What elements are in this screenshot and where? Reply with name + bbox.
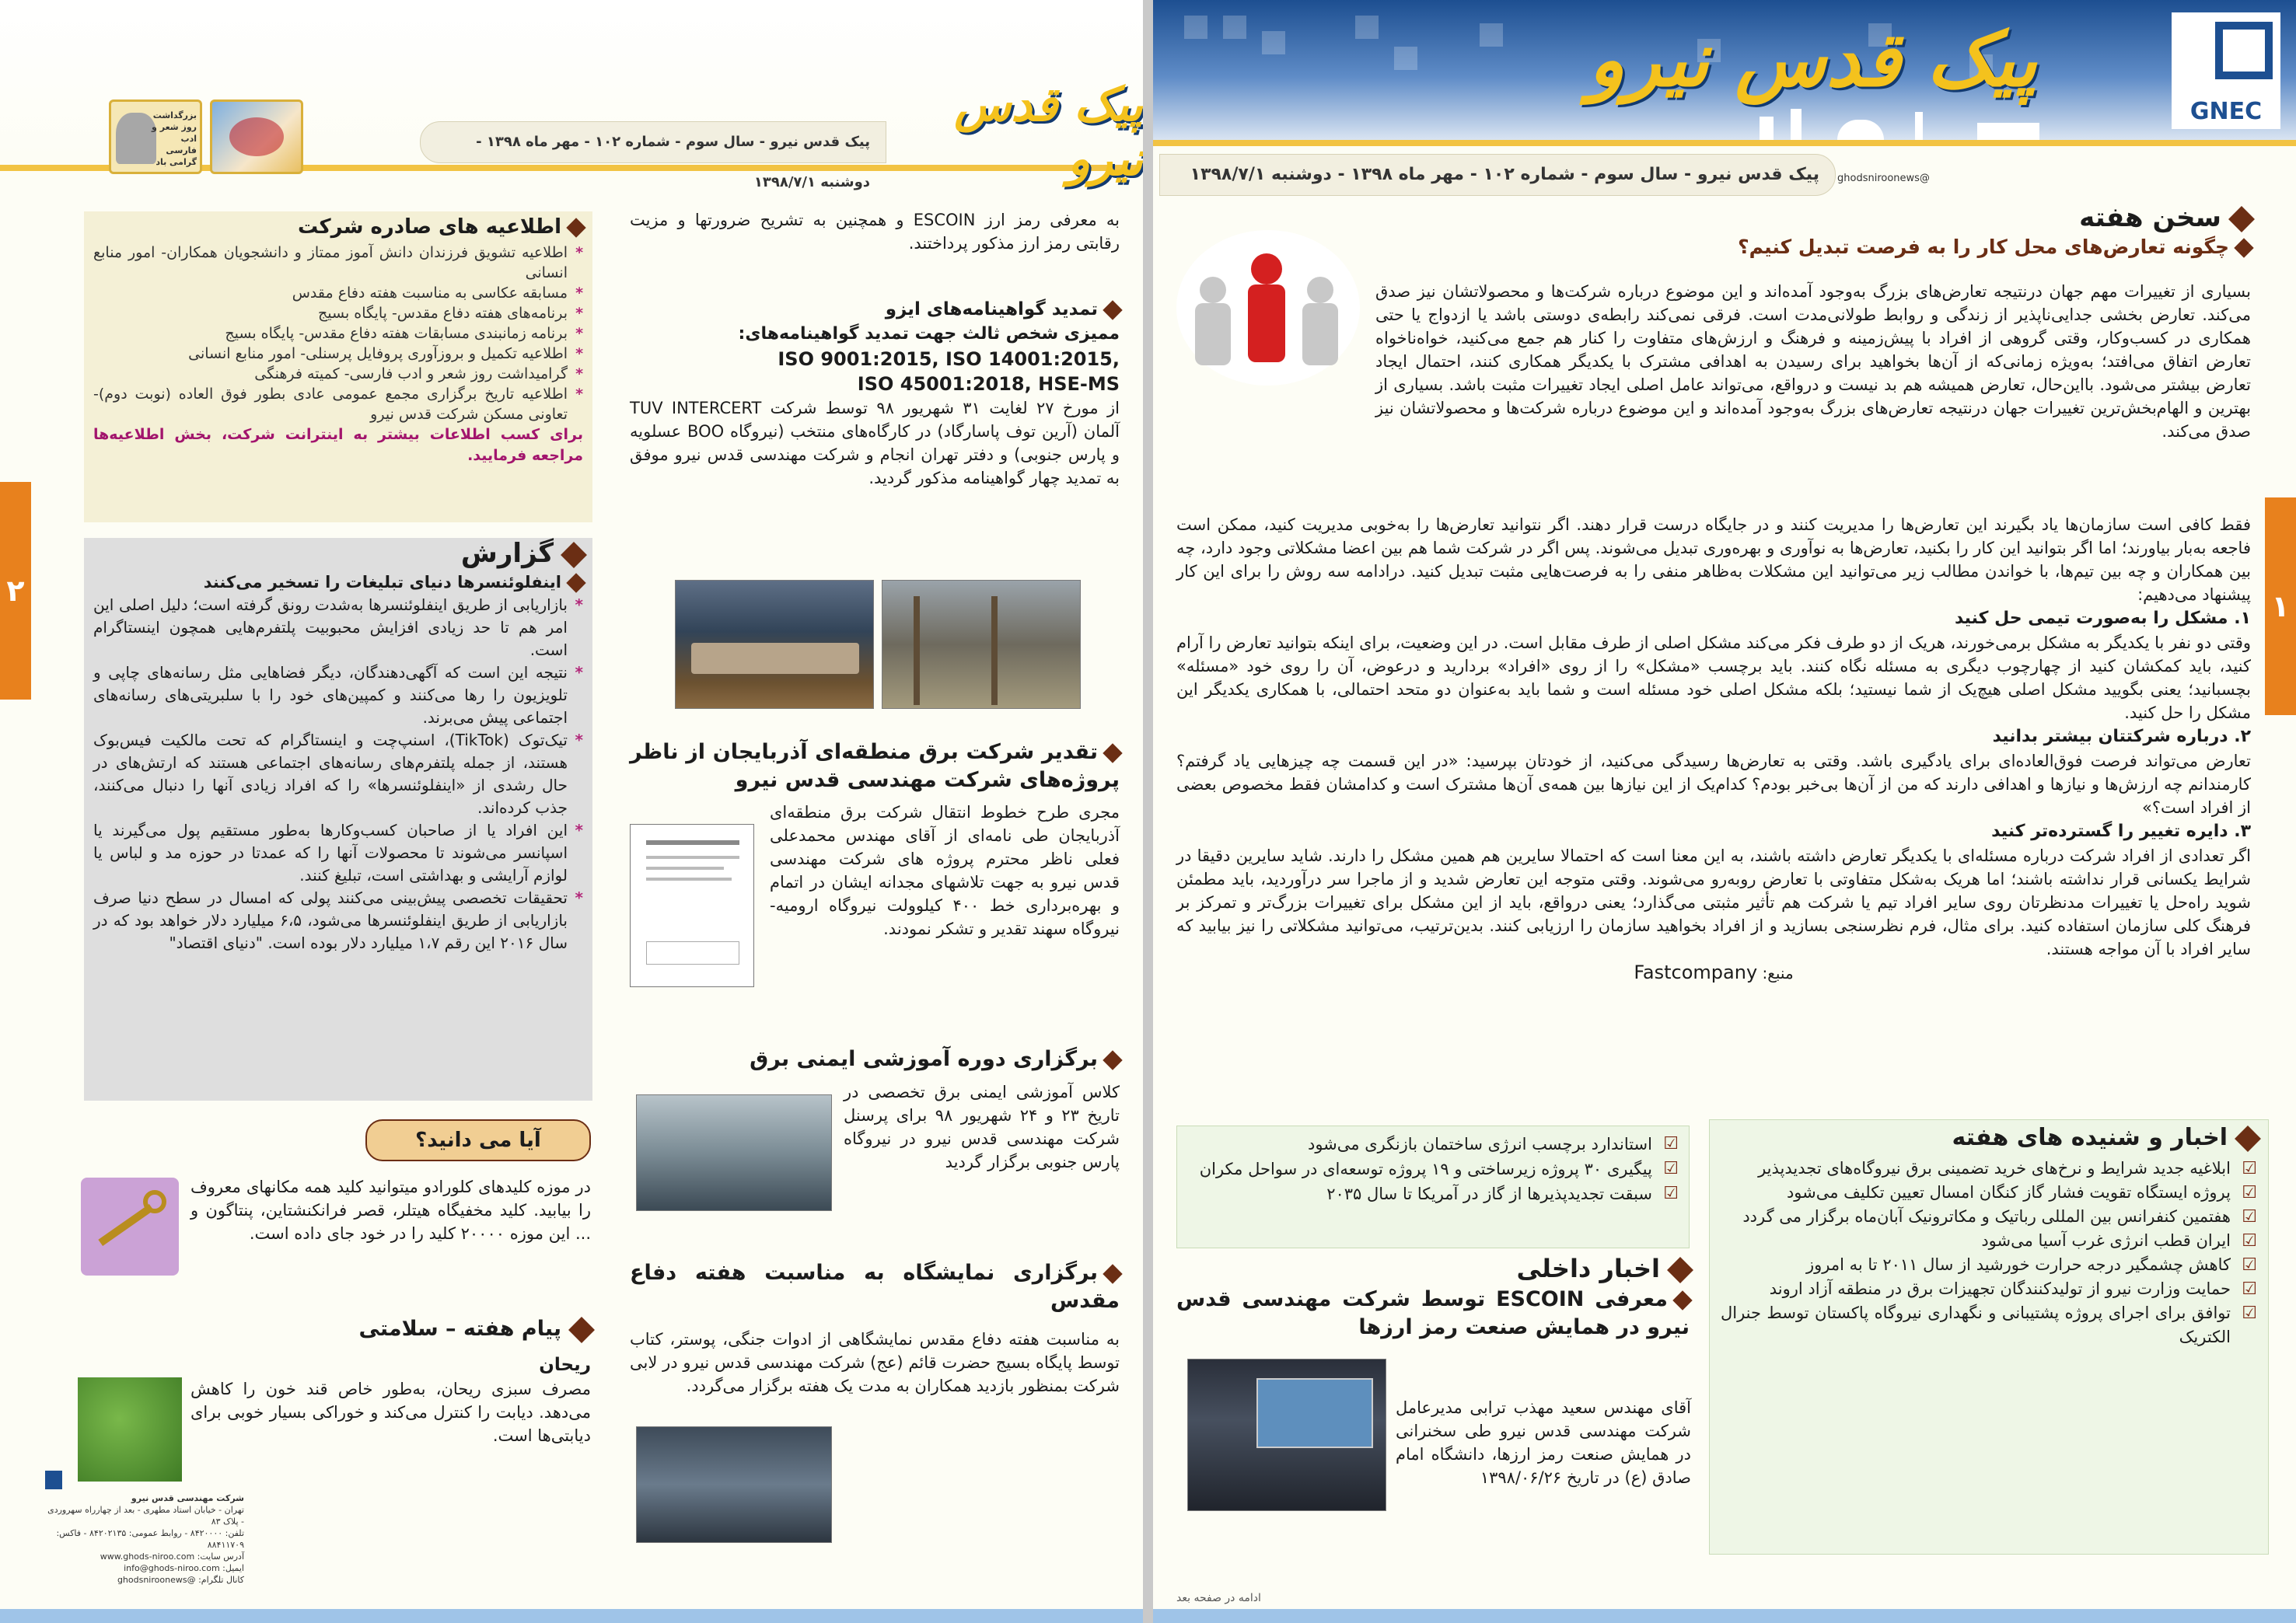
news-item[interactable]: ☑ استاندارد برچسب انرژی ساختمان بازنگری می‌شود	[1187, 1132, 1679, 1157]
footer-address: تهران - خیابان استاد مطهری - بعد از چهارراه سهروردی - پلاک ۸۳	[47, 1505, 244, 1527]
diamond-bullet-icon	[2235, 1126, 2261, 1152]
iso-text: از مورخ ۲۷ لغایت ۳۱ شهریور ۹۸ توسط شرکت TUV INTERCERT آلمان (آرین توف پاسارگاد) در کارگاه‌های منتخب (نیروگاه BOO عسلویه و پارس جنوبی) و دفتر تهران انجام و شرکت مهندسی قدس نیرو موفق به تمدید چهار گواهینامه مذکور گردید.	[630, 399, 1120, 487]
news-item[interactable]: ☑ حمایت وزارت نیرو از تولیدکنندگان تجهیزات برق در منطقه آزاد اروند	[1721, 1277, 2257, 1301]
safety-class-photo	[636, 1094, 832, 1211]
announcement-item[interactable]: * مسابقه عکاسی به مناسبت هفته دفاع مقدس	[93, 283, 583, 303]
diamond-bullet-icon	[1103, 1264, 1122, 1283]
diamond-bullet-icon	[1667, 1257, 1693, 1283]
footer-channel-label: کانال تلگرام:	[198, 1575, 244, 1585]
diamond-bullet-icon	[2234, 238, 2253, 257]
page-2	[0, 0, 1143, 1623]
page-spine	[1143, 0, 1153, 1623]
announcement-item[interactable]: * اطلاعیه تکمیل و بروزآوری پروفایل پرسنلی- امور منابع انسانی	[93, 344, 583, 364]
announcement-item[interactable]: * اطلاعیه تاریخ برگزاری مجمع عمومی عادی بطور فوق العاده (نوبت دوم)- تعاونی مسکن شرکت قدس نیرو	[93, 384, 583, 424]
page-number-tab-1: ۱	[2265, 497, 2296, 715]
editorial-p1-top	[1375, 280, 2251, 443]
diamond-bullet-icon	[1103, 300, 1122, 319]
news-item[interactable]: ☑ سبقت تجدیدپذیرها از گاز در آمریکا تا سال ۲۰۳۵	[1187, 1181, 1679, 1206]
badge-poetry-day	[109, 99, 202, 174]
expo-title: برگزاری نمایشگاه به مناسبت هفته دفاع مقدس	[630, 1261, 1120, 1313]
editorial-p2: فقط کافی است سازمان‌ها یاد بگیرند این تعارض‌ها را مدیریت کنند و در جایگاه درست قرار دهند. اگر نتوانید تعارض‌ها را به‌خوبی مدیریت کنید، ممکن است فاجعه به‌بار بیاورند؛ اما اگر بتوانید این کار را بکنید، تعارض‌ها به نوآوری و بهره‌وری تبدیل می‌شوند. پس اگر در شرکت شما هم بین اعضا مشکلاتی وجود دارد، چه بین همکاران و چه بین تیم‌ها، با خواندن مطالب زیر می‌توانید این مشکلات به‌ظاهر منفی را به فرصت‌هایی مثبت تبدیل کنید. درادامه سه روش را برای این کار پیشنهاد می‌دهیم:	[1176, 515, 2251, 604]
diamond-bullet-icon	[1103, 743, 1122, 763]
diamond-bullet-icon	[566, 218, 585, 237]
health-text: مصرف سبزی ریحان، به‌طور خاص قند خون را کاهش می‌دهد. دیابت را کنترل می‌کند و خوراکی بسیار خوبی برای دیابتی‌ها است.	[190, 1380, 591, 1445]
continue-note[interactable]: ادامه در صفحه بعد	[1176, 1592, 1261, 1604]
announcement-item[interactable]: * برنامه‌های هفته دفاع مقدس- پایگاه بسیج	[93, 303, 583, 323]
health-section	[190, 1315, 591, 1447]
footer-email-label: ایمیل:	[222, 1563, 244, 1573]
safety-section	[630, 1045, 1120, 1073]
report-item: * نتیجه این است که آگهی‌دهندگان، دیگر فضاهایی مثل رسانه‌های چاپی و تلویزیون را رها می‌کنند و کمپین‌های خود را با سلبریتی‌های رسانه‌های اجتماعی پیش می‌برند.	[93, 661, 583, 729]
gnec-logo	[2172, 12, 2280, 129]
iso-codes-1: ISO 9001:2015, ISO 14001:2015,	[778, 348, 1120, 370]
news-item[interactable]: ☑ ابلاغیه جدید شرایط و نرخ‌های خرید تضمینی برق نیروگاه‌های تجدیدپذیر	[1721, 1157, 2257, 1181]
domestic-title: معرفی ESCOIN توسط شرکت مهندسی قدس نیرو در همایش صنعت رمز ارزها	[1176, 1287, 1690, 1339]
industry-silhouette-icon	[1744, 109, 2133, 140]
expo-text: به مناسبت هفته دفاع مقدس نمایشگاهی از ادوات جنگی، پوستر، کتاب توسط پایگاه بسیج حضرت قائم (عج) شرکت مهندسی قدس نیرو در لابی شرکت بمنظور بازدید همکاران به مدت یک هفته برگزار می‌گردد.	[630, 1330, 1120, 1395]
iso-site-photo	[882, 580, 1081, 709]
health-title: ریحان	[539, 1355, 591, 1375]
masthead-logo-p2: پیک قدس نیرو	[954, 78, 1143, 187]
news-item[interactable]: ☑ پروژه ایستگاه تقویت فشار گاز کنگان امسال تعیین تکلیف می‌شود	[1721, 1181, 2257, 1205]
azer-title: تقدیر شرکت برق منطقه‌ای آذربایجان از ناظر پروژه‌های شرکت مهندسی قدس نیرو	[630, 740, 1120, 792]
editorial-s2p: تعارض می‌تواند فرصت فوق‌العاده‌ای برای یادگیری باشد. وقتی به تعارض‌ها رسیدگی می‌کنید، از خودتان بپرسید: «در این قسمت چه چیزهایی یاد گرفتم؟ کارمندانم چه ارزش‌ها و نیازها و اهدافی دارند که من از آن‌ها بی‌خبر بودم؟ کدام‌یک از این نیازها بین همه‌ی آن‌ها مشترک است و کدامشان فقط مخصوص بعضی از افراد است؟»	[1176, 752, 2251, 817]
badge-poetry-text: بزرگداشت روز شعر و ادب فارسی گرامی باد	[152, 110, 197, 167]
footer-channel[interactable]: @ghodsniroonews	[117, 1575, 196, 1585]
news-item[interactable]: ☑ پیگیری ۳۰ پروژه زیرساختی و ۱۹ پروژه توسعه‌ای در سواحل مکران	[1187, 1157, 1679, 1181]
editorial-s1: ۱. مشکل را به‌صورت تیمی حل کنید	[1954, 609, 2251, 628]
instagram-handle[interactable]: ghodsniroonews@	[1837, 173, 1930, 184]
page-1	[1153, 0, 2296, 1623]
health-section-title: پیام هفته – سلامتی	[358, 1317, 561, 1341]
issue-line-p2: پیک قدس نیرو - سال سوم - شماره ۱۰۲ - مهر ماه ۱۳۹۸ - دوشنبه ۱۳۹۸/۷/۱	[420, 121, 886, 163]
expo-section	[630, 1259, 1120, 1315]
footer-company: شرکت مهندسی قدس نیرو	[131, 1493, 244, 1503]
news-item[interactable]: ☑ توافق برای اجرای پروژه پشتیبانی و نگهداری نیروگاه پاکستان توسط جنرال الکتریک	[1721, 1301, 2257, 1349]
conflict-illustration	[1176, 230, 1360, 386]
bottom-bar-p1	[1153, 1609, 2296, 1623]
iso-meeting-photo	[675, 580, 874, 709]
editorial-section-title: سخن هفته	[2079, 202, 2221, 233]
announcements-note: برای کسب اطلاعات بیشتر به اینترانت شرکت، بخش اطلاعیه‌ها مراجعه فرمایید.	[93, 426, 583, 464]
news-item[interactable]: ☑ ایران قطب انرژی غرب آسیا می‌شود	[1721, 1229, 2257, 1253]
projector-screen-icon	[1256, 1378, 1373, 1448]
badge-defense-week	[210, 99, 303, 174]
azer-text: مجری طرح خطوط انتقال شرکت برق منطقه‌ای آذربایجان طی نامه‌ای از آقای مهندس محمدعلی فعلی ناظر محترم پروژه های شرکت مهندسی قدس نیرو به جهت تلاشهای مجدانه ایشان در اتمام و بهره‌برداری خط ۴۰۰ کیلوولت نیروگاه ارومیه- نیروگاه سهند تقدیر و تشکر نمودند.	[770, 803, 1120, 938]
diamond-bullet-icon	[566, 573, 585, 592]
footer-phones: تلفن: ۸۴۲۰۰۰۰ - روابط عمومی: ۸۴۲۰۲۱۳۵ - فاکس: ۸۸۴۱۱۷۰۹	[56, 1528, 244, 1550]
appreciation-letter-image	[630, 824, 754, 987]
report-section-title: گزارش	[460, 538, 554, 569]
domestic-section-title: اخبار داخلی	[1516, 1254, 1660, 1283]
poet-portrait-icon	[116, 113, 156, 164]
editorial-s3: ۳. دایره تغییر را گسترده‌تر کنید	[1991, 822, 2251, 841]
report-item: * این افراد یا از صاحبان کسب‌وکارها به‌طور مستقیم پول می‌گیرند یا اسپانسر می‌شوند تا محصولات آنها را که عمدتا در حوزه مد و لباس یا لوازم آرایشی و بهداشتی است، تبلیغ کنند.	[93, 819, 583, 887]
gnec-logo-icon	[2215, 22, 2273, 79]
azer-section	[630, 738, 1120, 794]
page1-gold-band	[1153, 140, 2296, 146]
report-section	[93, 536, 583, 955]
badge-emblem-icon	[229, 117, 284, 156]
report-item: * تحقیقات تخصصی پیش‌بینی می‌کنند پولی که امسال در سطح دنیا صرف بازاریابی از طریق اینفلوئنسرها می‌شود، ۶،۵ میلیارد دلار خواهد بود که در سال ۲۰۱۶ این رقم ۱،۷ میلیارد دلار بوده است. "دنیای اقتصاد"	[93, 887, 583, 955]
did-you-know-text: در موزه کلیدهای کلورادو میتوانید کلید همه مکانهای معروف را بیابید. کلید مخفیگاه هیتلر، قصر فرانکنشتاین، پنتاگون و ... این موزه ۲۰۰۰۰ کلید را در خود جای داده است.	[190, 1178, 591, 1243]
footer-logo-icon	[45, 1471, 62, 1489]
domestic-section	[1176, 1251, 1690, 1342]
announcement-item[interactable]: * اطلاعیه تشویق فرزندان دانش آموز ممتاز و دانشجویان همکاران- امور منابع انسانی	[93, 243, 583, 283]
gnec-brand: GNEC	[2189, 98, 2263, 125]
escoin-continued: به معرفی رمز ارز ESCOIN و همچنین به تشریح ضرورتها و مزیت رقابتی رمز ارز مذکور پرداختند.	[630, 211, 1120, 253]
basil-image	[78, 1377, 182, 1482]
editorial-body	[1176, 513, 2251, 985]
editorial-source	[1176, 961, 2251, 985]
diamond-bullet-icon	[1672, 1290, 1692, 1310]
report-list	[93, 594, 583, 955]
bottom-bar-p2	[0, 1609, 1143, 1623]
announcements-section	[93, 215, 583, 466]
diamond-bullet-icon	[2228, 206, 2255, 232]
footer-email[interactable]: info@ghods-niroo.com	[124, 1563, 220, 1573]
editorial-s1p: وقتی دو نفر با یکدیگر به مشکل برمی‌خورند، هریک از دو طرف فکر می‌کند مشکل اصلی از طرف مقابل است. در این وضعیت، برای اینکه بتوانید تعارض را آرام کنید، باید کمکشان کنید از چهارچوب دیگری به مسئله نگاه کنند. باید برچسب «مشکل» را از روی «افراد» بردارید و درعوض، آن را روی خود «مسئله» بچسبانید؛ یعنی بگویید مشکل اصلی هیچ‌یک از شما نیستید؛ بلکه مشکل اصلی خود مسئله است و شما باید به‌عنوان دو متحد احتمالی، با همکاری یکدیگر این مشکل را حل کنید.	[1176, 633, 2251, 722]
footer-site[interactable]: www.ghods-niroo.com	[100, 1551, 195, 1562]
announcements-title: اطلاعیه های صادره شرکت	[298, 215, 561, 239]
source-label: منبع:	[1762, 964, 1794, 983]
weekly-news-list	[1721, 1157, 2257, 1349]
report-title: اینفلوئنسرها دنیای تبلیغات را تسخیر می‌کنند	[203, 573, 561, 592]
page-number-tab-2: ۲	[0, 482, 31, 700]
iso-section	[630, 297, 1120, 490]
did-you-know-title: آیا می دانید؟	[365, 1119, 591, 1161]
footer	[42, 1492, 244, 1586]
announcements-list	[93, 243, 583, 424]
source-name: Fastcompany	[1634, 962, 1758, 983]
diamond-bullet-icon	[568, 1317, 595, 1343]
editorial-section	[1176, 201, 2251, 260]
diamond-bullet-icon	[1103, 1050, 1122, 1070]
news-item[interactable]: ☑ کاهش چشمگیر درجه حرارت خورشید از سال ۲۰۱۱ تا به امروز	[1721, 1253, 2257, 1277]
diamond-bullet-icon	[561, 542, 587, 568]
escoin-conference-photo	[1187, 1359, 1386, 1511]
iso-subtitle: ممیزی شخص ثالث جهت تمدید گواهینامه‌های:	[738, 324, 1120, 344]
report-item: * بازاریابی از طریق اینفلوئنسرها به‌شدت رونق گرفته است؛ دلیل اصلی این امر هم تا حد زیادی افزایش محبوبیت پلتفرم‌هایی همچون اینستاگرام است.	[93, 594, 583, 661]
issue-line-p1: پیک قدس نیرو - سال سوم - شماره ۱۰۲ - مهر ماه ۱۳۹۸ - دوشنبه ۱۳۹۸/۷/۱	[1159, 154, 1836, 196]
weekly-news-title: اخبار و شنیده های هفته	[1952, 1124, 2228, 1151]
footer-site-label: آدرس سایت:	[197, 1551, 244, 1562]
iso-title: تمدید گواهینامه‌های ایزو	[885, 299, 1098, 319]
key-image	[81, 1178, 179, 1276]
announcement-item[interactable]: * گرامیداشت روز شعر و ادب فارسی- کمیته فرهنگی	[93, 364, 583, 384]
key-icon	[98, 1204, 153, 1246]
domestic-text: آقای مهندس سعید مهذب ترابی مدیرعامل شرکت مهندسی قدس نیرو طی سخنرانی در همایش صنعت رمز ارزها، دانشگاه امام صادق (ع) در تاریخ ۱۳۹۸/۰۶/۲۶	[1396, 1398, 1691, 1487]
announcement-item[interactable]: * برنامه زمانبندی مسابقات هفته دفاع مقدس- پایگاه بسیج	[93, 323, 583, 344]
editorial-p1: بسیاری از تغییرات مهم جهان درنتیجه تعارض‌های بزرگ به‌وجود آمده‌اند و این موضوع درباره شرکت‌ها و محصولاتشان نیز صدق می‌کند. تعارض بخشی جدایی‌ناپذیر از زندگی و روابط طولانی‌مدت است. فرقی نمی‌کند رابطه‌ی دوستی باشد یا ازدواج یا حتی همکاری در کسب‌وکار، وقتی گروهی از افراد با پیش‌زمینه و فرهنگ و ارزش‌های متفاوت را کنار هم جمع می‌کنید، خواه‌ناخواه تعارض اتفاق می‌افتد؛ به‌ویژه زمانی‌که از آن‌ها بخواهید برای رسیدن به اهدافی مشترک با یکدیگر همکاری کنند، احتمال ایجاد تعارض بیشتر می‌شود. بااین‌حال، تعارض همیشه هم بد نیست و درواقع، می‌تواند عامل اصلی ایجاد تغییرات مثبت باشد. بسیاری از بهترین و الهام‌بخش‌ترین تغییرات جهان درنتیجه تعارض‌های بزرگ به‌وجود آمده‌اند و این موضوع درباره شرکت‌ها و محصولاتشان نیز صدق می‌کند.	[1375, 282, 2251, 441]
masthead-logo-p1: پیک قدس نیرو	[1588, 16, 2037, 103]
report-item: * تیک‌توک (TikTok)، اسنپ‌چت و اینستاگرام که تحت مالکیت فیس‌بوک هستند، از جمله پلتفرم‌های رسانه‌های اجتماعی هستند که ارتش‌های در حال رشدی از «اینفلوئنسرها» را که افراد زیادی آنها را دنبال می‌کنند، جذب کرده‌اند.	[93, 729, 583, 819]
editorial-title: چگونه تعارض‌های محل کار را به فرصت تبدیل کنیم؟	[1738, 236, 2229, 258]
editorial-heading	[1176, 201, 2251, 235]
safety-title: برگزاری دوره آموزشی ایمنی برق	[750, 1047, 1098, 1071]
editorial-s3p: اگر تعدادی از افراد شرکت درباره مسئله‌ای با یکدیگر تعارض داشته باشند، به این معنا است که احتمالا سایرین هم همین مشکل را دارند. شاید سایرین دقیقا در شرایط یکسانی قرار نداشته باشند؛ اما هریک به‌شکل متفاوتی با تعارض روبه‌رو می‌شوند. وقتی متوجه این تعارض شدید و از ماجرا سر درآوردید، باید مطمئن شوید راه‌حل یا تغییرات مدنظرتان روی سایر افراد تیم یا شرکت هم تأثیر مثبتی می‌گذارد؛ یعنی درواقع، باید از این مشکل برای تغییرات بزرگ‌تر و تمرکز بر فرهنگ کلی سازمان استفاده کنید. برای مثال، فرم نظرسنجی بسازید و از افراد بخواهید سازمان را ارزیابی کنند. بدین‌ترتیب، می‌توانید مشکلاتی را نیز بیابید که سایر افراد با آن مواجه هستند.	[1176, 846, 2251, 958]
weekly-news-section	[1721, 1124, 2257, 1349]
safety-text: کلاس آموزشی ایمنی برق تخصصی در تاریخ ۲۳ و ۲۴ شهریور ۹۸ برای پرسنل شرکت مهندسی قدس نیرو در نیروگاه پارس جنوبی برگزار گردید	[844, 1083, 1120, 1171]
iso-codes-2: ISO 45001:2018, HSE-MS	[857, 373, 1120, 395]
energy-news-list	[1187, 1132, 1679, 1206]
editorial-s2: ۲. درباره شرکتتان بیشتر بدانید	[1992, 727, 2251, 746]
news-item[interactable]: ☑ هفتمین کنفرانس بین المللی رباتیک و مکاترونیک آبان‌ماه برگزار می گردد	[1721, 1205, 2257, 1229]
expo-photo	[636, 1426, 832, 1543]
